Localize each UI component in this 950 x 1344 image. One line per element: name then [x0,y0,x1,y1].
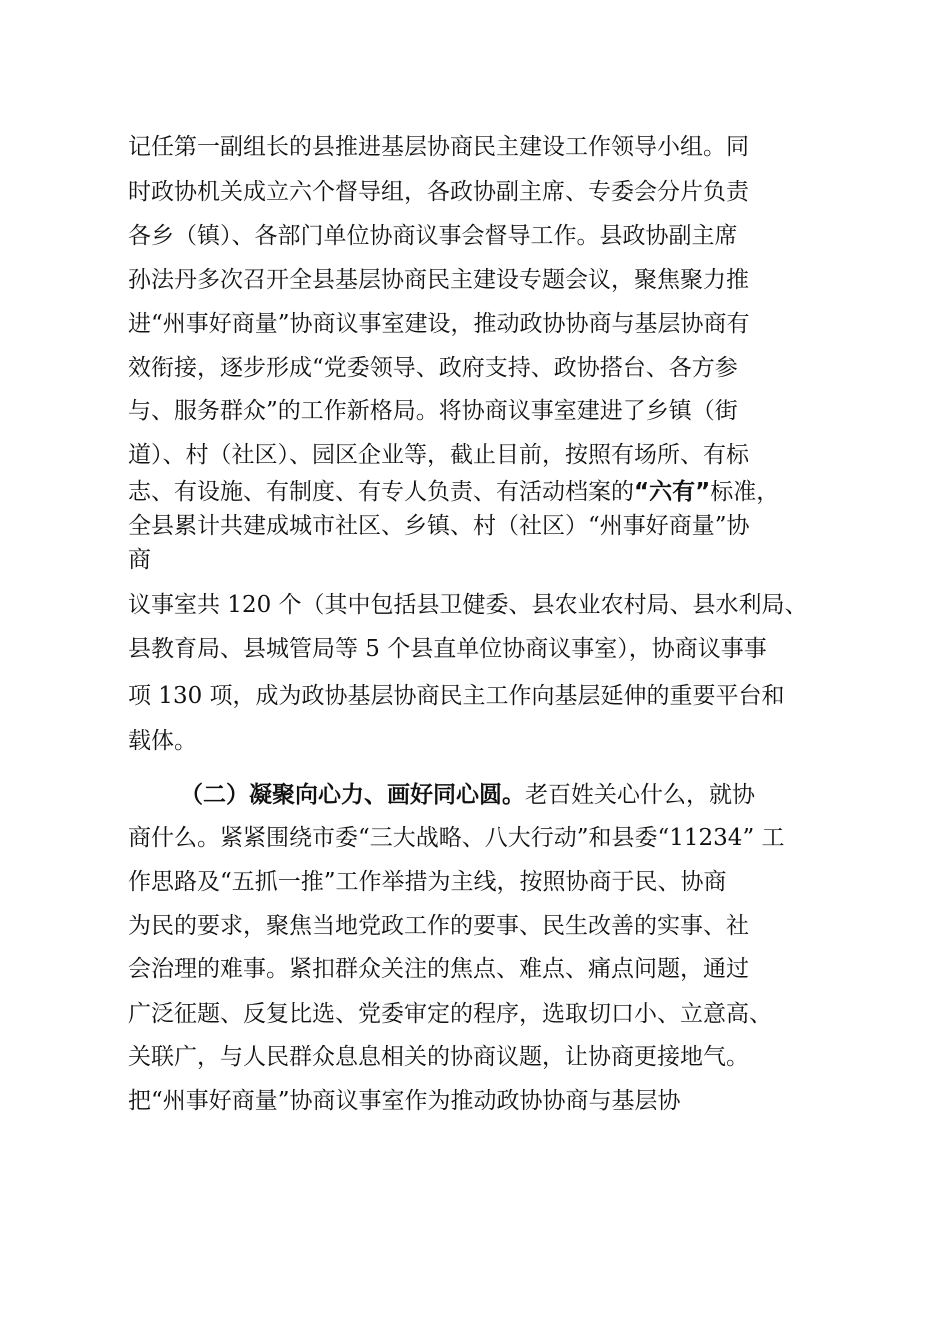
section-heading-line [180,780,755,810]
body-text: 老百姓关心什么，就协 [525,782,755,808]
body-line: 作思路及“五抓一推”工作举措为主线，按照协商于民、协商 [128,869,727,895]
body-line: 载体。 [128,728,197,754]
body-text: 标准， [710,479,780,505]
six-have-emphasis: “六有” [634,479,711,505]
body-line: 商 [128,547,151,573]
body-line: 县教育局、县城管局等 5 个县直单位协商议事室），协商议事事 [128,636,767,662]
body-line: 议事室共 120 个（其中包括县卫健委、县农业农村局、县水利局、 [128,592,808,618]
body-line [128,477,779,507]
body-line: 进“州事好商量”协商议事室建设，推动政协协商与基层协商有 [128,311,750,337]
body-line: 把“州事好商量”协商议事室作为推动政协协商与基层协 [128,1088,681,1114]
body-line: 为民的要求，聚焦当地党政工作的要事、民生改善的实事、社 [128,913,749,939]
body-text: 志、有设施、有制度、有专人负责、有活动档案的 [128,479,634,505]
body-line: 项 130 项，成为政协基层协商民主工作向基层延伸的重要平台和 [128,683,785,709]
body-line: 会治理的难事。紧扣群众关注的焦点、难点、痛点问题，通过 [128,956,749,982]
body-line: 商什么。紧紧围绕市委“三大战略、八大行动”和县委“11234” 工 [128,825,785,851]
body-line: 关联广，与人民群众息息相关的协商议题，让协商更接地气。 [128,1044,749,1070]
body-line: 全县累计共建成城市社区、乡镇、村（社区）“州事好商量”协 [128,513,750,539]
body-line: 时政协机关成立六个督导组，各政协副主席、专委会分片负责 [128,179,749,205]
body-line: 各乡（镇）、各部门单位协商议事会督导工作。县政协副主席 [128,223,738,249]
section-heading: （二）凝聚向心力、画好同心圆。 [180,782,525,808]
body-line: 广泛征题、反复比选、党委审定的程序，选取切口小、立意高、 [128,1001,772,1027]
body-line: 与、服务群众”的工作新格局。将协商议事室建进了乡镇（街 [128,398,738,424]
body-line: 效衔接，逐步形成“党委领导、政府支持、政协搭台、各方参 [128,355,738,381]
body-line: 记任第一副组长的县推进基层协商民主建设工作领导小组。同 [128,134,749,160]
body-line: 孙法丹多次召开全县基层协商民主建设专题会议，聚焦聚力推 [128,267,749,293]
body-line: 道）、村（社区）、园区企业等，截止目前，按照有场所、有标 [128,442,749,468]
